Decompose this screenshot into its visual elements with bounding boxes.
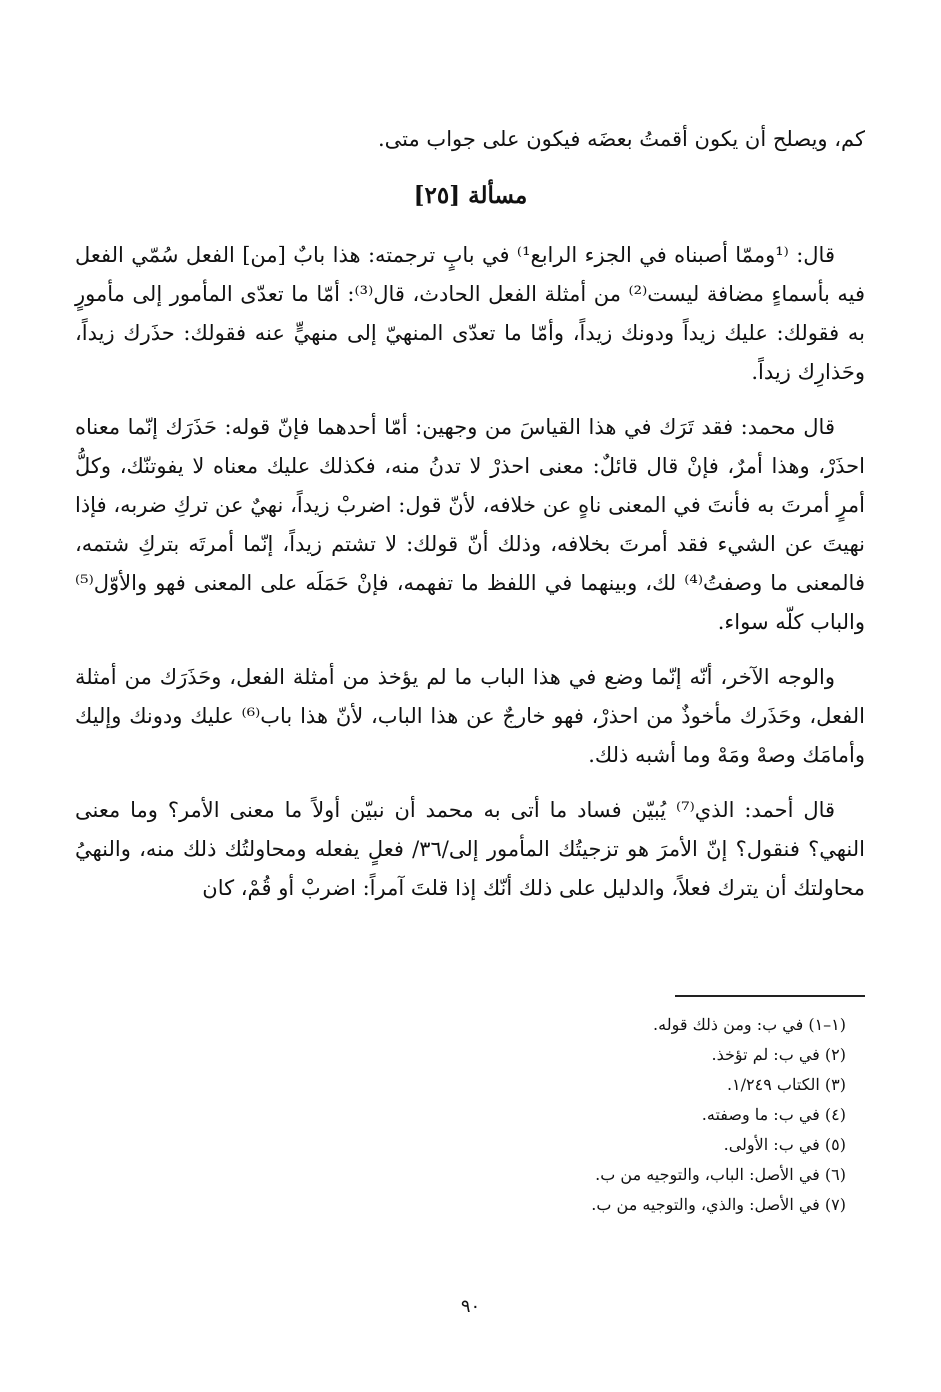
paragraph: قال: ⁽¹وممّا أصبناه في الجزء الرابع¹⁾ في بابٍ ترجمته: هذا بابٌ [من] الفعل سُمّي الفعل فيه بأسماءٍ مضافة ليست⁽²⁾ من أمثلة الفعل الحادث، قال⁽³⁾: أمّا ما تعدّى المأمور إلى مأمورٍ به فقولك: عليك زيداً ودونك زيداً، وأمّا ما تعدّى المنهيّ إلى منهيٍّ عنه فقولك: حذَرك زيداً، وحَذارِك زيداً. [75, 243, 865, 384]
footnote: (٧) في الأصل: والذي، والتوجيه من ب. [591, 1195, 846, 1214]
paragraph-continuation: كم، ويصلح أن يكون أقمتُ بعضَه فيكون على جواب متى. [377, 127, 865, 151]
body-top [75, 120, 865, 159]
footnote: (٤) في ب: ما وصفته. [701, 1105, 846, 1124]
footnote: (٦) في الأصل: الباب، والتوجيه من ب. [595, 1165, 846, 1184]
footnote: (١–١) في ب: ومن ذلك قوله. [653, 1015, 846, 1034]
footnote: (٢) في ب: لم تؤخذ. [711, 1045, 846, 1064]
section-heading: مسألة [٢٥] [413, 182, 528, 209]
paragraph: والوجه الآخر، أنّه إنّما وضع في هذا الباب ما لم يؤخذ من أمثلة الفعل، وحَذَرَك من أمثلة الفعل، وحَذَرك مأخوذٌ من احذرْ، فهو خارجٌ عن هذا الباب، لأنّ هذا باب⁽⁶⁾ عليك ودونك وإليك وأمامَك وصهْ ومَهْ وما أشبه ذلك. [75, 665, 865, 767]
footnote: (٥) في ب: الأولى. [723, 1135, 846, 1154]
paragraph-gap [75, 775, 865, 791]
page-number: ٩٠ [460, 1296, 481, 1317]
footnote: (٣) الكتاب ١/٢٤٩. [726, 1075, 846, 1094]
paragraph-gap [75, 392, 865, 408]
footnotes [146, 1010, 846, 1220]
paragraph-gap [75, 642, 865, 658]
footnote-separator [675, 995, 865, 997]
paragraph: قال محمد: فقد تَرَك في هذا القياسَ من وجهين: أمّا أحدهما فإنّ قوله: حَذَرَك إنّما معناه احذَرْ، وهذا أمرٌ، فإنْ قال قائلٌ: معنى احذرْ لا تدنُ منه، فكذلك عليك معناه لا يفوتنّك، وكلُّ أمرٍ أمرتَ به فأنتَ في المعنى ناهٍ عن خلافه، لأنّ قول: اضربْ زيداً، نهيٌ عن تركِ ضربه، فإذا نهيتَ عن الشيء فقد أمرتَ بخلافه، وذلك أنّ قولك: لا تشتم زيداً، إنّما أمرتَه بتركِ شتمه، فالمعنى ما وصفتُ⁽⁴⁾ لك، وبينهما في اللفظ ما تفهمه، فإنْ حَمَلَه على المعنى فهو والأوّل⁽⁵⁾ والباب كلّه سواء. [75, 415, 865, 634]
paragraph: قال أحمد: الذي⁽⁷⁾ يُبيّن فساد ما أتى به محمد أن نبيّن أولاً ما معنى الأمر؟ وما معنى النهي؟ فنقول؟ إنّ الأمرَ هو تزجيتُك المأمور إلى/٣٦/ فعلٍ يفعله ومحاولتُك ذلك منه، والنهيُ محاولتك أن يترك فعلاً، والدليل على ذلك أنّك إذا قلتَ آمراً: اضربْ أو قُمْ، كان [75, 798, 865, 900]
body-main [75, 236, 865, 908]
